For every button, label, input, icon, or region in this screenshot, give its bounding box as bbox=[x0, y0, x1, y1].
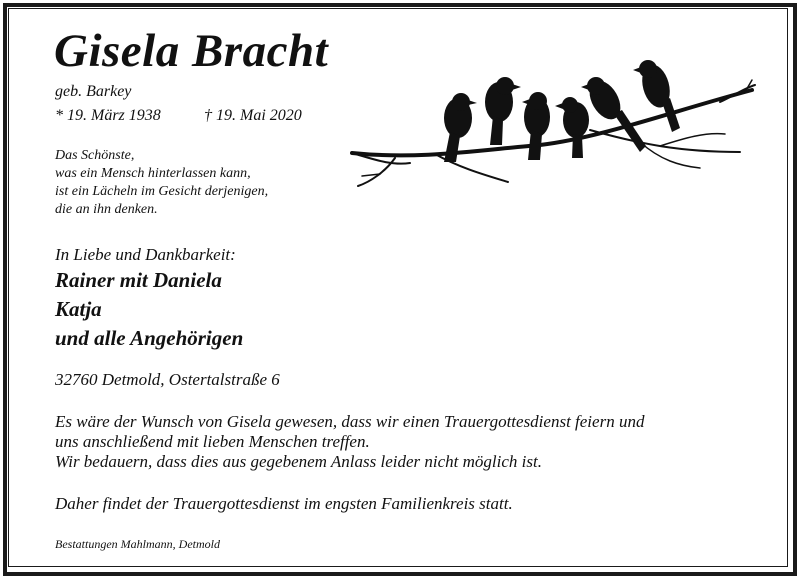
birth-date: * 19. März 1938 bbox=[55, 107, 161, 124]
mourner-name: Katja bbox=[55, 297, 102, 321]
mourner-name: und alle Angehörigen bbox=[55, 326, 244, 350]
death-date: † 19. Mai 2020 bbox=[204, 107, 302, 124]
mourner-name: Rainer mit Daniela bbox=[55, 268, 222, 292]
undertaker-credit: Bestattungen Mahlmann, Detmold bbox=[55, 537, 220, 551]
poem-line: ist ein Lächeln im Gesicht derjenigen, bbox=[55, 184, 269, 199]
maiden-name: geb. Barkey bbox=[55, 83, 132, 100]
birds-on-branch-icon bbox=[340, 50, 760, 200]
message-line: uns anschließend mit lieben Menschen treffen. bbox=[55, 432, 370, 451]
message-line: Daher findet der Trauergottesdienst im engsten Familienkreis statt. bbox=[55, 494, 513, 513]
poem-line: was ein Mensch hinterlassen kann, bbox=[55, 166, 251, 181]
deceased-name: Gisela Bracht bbox=[54, 25, 329, 77]
message-line: Es wäre der Wunsch von Gisela gewesen, dass wir einen Trauergottesdienst feiern und bbox=[55, 412, 645, 431]
message-line: Wir bedauern, dass dies aus gegebenem Anlass leider nicht möglich ist. bbox=[55, 452, 542, 471]
poem-line: Das Schönste, bbox=[55, 148, 135, 163]
family-address: 32760 Detmold, Ostertalstraße 6 bbox=[55, 370, 280, 389]
poem-line: die an ihn denken. bbox=[55, 202, 158, 217]
mourners-intro: In Liebe und Dankbarkeit: bbox=[55, 245, 236, 264]
